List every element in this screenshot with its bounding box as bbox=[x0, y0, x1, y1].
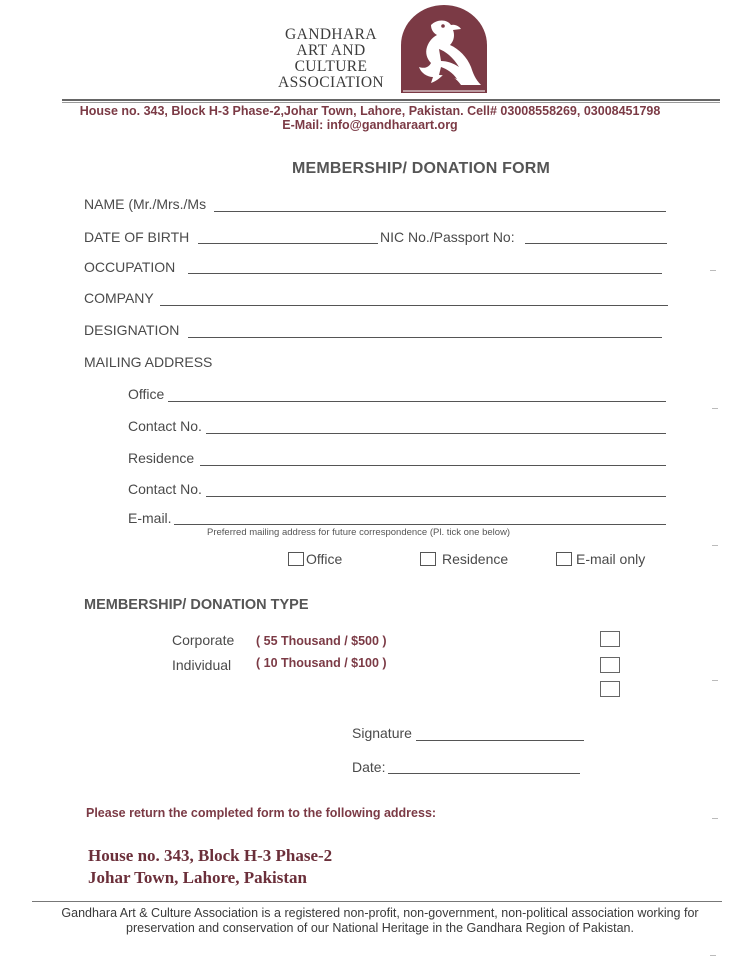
dob-field[interactable] bbox=[198, 243, 378, 244]
other-checkbox[interactable] bbox=[600, 681, 620, 697]
residence-label: Residence bbox=[128, 450, 195, 466]
bird-emblem-icon bbox=[401, 5, 487, 93]
org-name-line-2: ART AND bbox=[296, 42, 366, 59]
org-name-line-1: GANDHARA bbox=[285, 26, 377, 43]
mailing-address-label: MAILING ADDRESS bbox=[84, 354, 213, 370]
pref-office-label: Office bbox=[306, 551, 343, 567]
nic-label: NIC No./Passport No: bbox=[380, 229, 515, 245]
designation-field[interactable] bbox=[188, 337, 662, 338]
return-address-line-1: House no. 343, Block H-3 Phase-2 bbox=[88, 846, 333, 865]
pref-residence-label: Residence bbox=[442, 551, 509, 567]
email-label: E-mail. bbox=[128, 510, 172, 526]
office-contact-label: Contact No. bbox=[128, 418, 202, 434]
company-field[interactable] bbox=[160, 305, 668, 306]
company-label: COMPANY bbox=[84, 290, 154, 306]
occupation-label: OCCUPATION bbox=[84, 259, 176, 275]
scan-speck bbox=[712, 545, 718, 546]
corporate-checkbox[interactable] bbox=[600, 631, 620, 647]
name-field[interactable] bbox=[214, 211, 666, 212]
designation-label: DESIGNATION bbox=[84, 322, 180, 338]
dob-label: DATE OF BIRTH bbox=[84, 229, 190, 245]
individual-checkbox[interactable] bbox=[600, 657, 620, 673]
scan-speck bbox=[712, 818, 718, 819]
pref-email-checkbox[interactable] bbox=[556, 552, 572, 566]
date-label: Date: bbox=[352, 759, 386, 775]
residence-contact-label: Contact No. bbox=[128, 481, 202, 497]
footer-line-2: preservation and conservation of our National Heritage in the Gandhara Region of Pakistan. bbox=[126, 921, 634, 935]
scan-speck bbox=[712, 680, 718, 681]
return-instruction: Please return the completed form to the following address: bbox=[86, 806, 437, 820]
membership-type-heading: MEMBERSHIP/ DONATION TYPE bbox=[84, 597, 309, 613]
date-field[interactable] bbox=[388, 773, 580, 774]
office-contact-field[interactable] bbox=[206, 433, 666, 434]
nic-field[interactable] bbox=[525, 243, 667, 244]
individual-price: ( 10 Thousand / $100 ) bbox=[256, 656, 387, 670]
office-label: Office bbox=[128, 386, 165, 402]
email-field[interactable] bbox=[174, 524, 666, 525]
footer-line-1: Gandhara Art & Culture Association is a registered non-profit, non-government, non-political association working for bbox=[61, 906, 699, 920]
footer-divider bbox=[32, 901, 722, 902]
pref-residence-checkbox[interactable] bbox=[420, 552, 436, 566]
contact-email: E-Mail: info@gandharaart.org bbox=[282, 118, 458, 132]
corporate-price: ( 55 Thousand / $500 ) bbox=[256, 634, 387, 648]
residence-address-field[interactable] bbox=[200, 465, 666, 466]
scan-speck bbox=[712, 408, 718, 409]
signature-field[interactable] bbox=[416, 740, 584, 741]
occupation-field[interactable] bbox=[188, 273, 662, 274]
organization-name bbox=[268, 27, 394, 91]
org-name-line-4: ASSOCIATION bbox=[277, 74, 385, 91]
header-divider bbox=[62, 99, 720, 101]
pref-email-label: E-mail only bbox=[576, 551, 646, 567]
preferred-mailing-note: Preferred mailing address for future correspondence (Pl. tick one below) bbox=[207, 527, 511, 538]
scan-speck bbox=[710, 270, 716, 271]
scan-speck bbox=[710, 955, 716, 956]
name-label: NAME (Mr./Mrs./Ms bbox=[84, 196, 207, 212]
header-divider-thin bbox=[62, 102, 720, 103]
contact-address: House no. 343, Block H-3 Phase-2,Johar Town, Lahore, Pakistan. Cell# 03008558269, 03008451798 bbox=[79, 104, 661, 118]
form-title: MEMBERSHIP/ DONATION FORM bbox=[292, 160, 551, 177]
return-address-line-2: Johar Town, Lahore, Pakistan bbox=[88, 868, 308, 887]
signature-label: Signature bbox=[352, 725, 412, 741]
individual-label: Individual bbox=[172, 657, 232, 673]
pref-office-checkbox[interactable] bbox=[288, 552, 304, 566]
office-address-field[interactable] bbox=[168, 401, 666, 402]
org-name-line-3: CULTURE bbox=[294, 58, 368, 75]
residence-contact-field[interactable] bbox=[206, 496, 666, 497]
footer-statement bbox=[20, 906, 740, 936]
corporate-label: Corporate bbox=[172, 632, 235, 648]
